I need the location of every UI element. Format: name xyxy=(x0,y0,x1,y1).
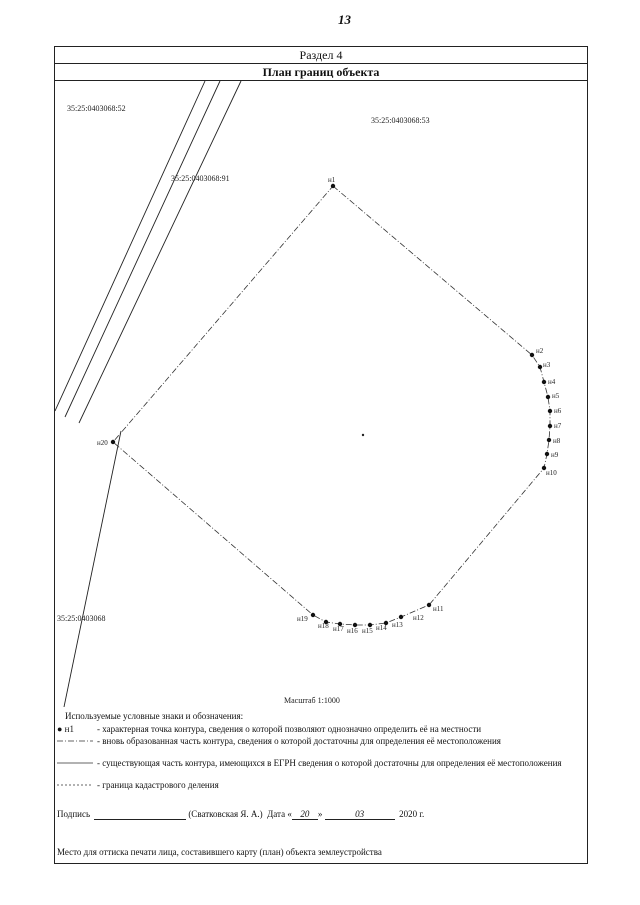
label-n11: н11 xyxy=(433,605,444,613)
quarter-label: 35:25:0403068 xyxy=(57,614,106,623)
label-n14: н14 xyxy=(376,624,387,632)
road-line-2 xyxy=(65,81,220,417)
label-n1: н1 xyxy=(328,176,336,184)
signatory-name: (Сватковская Я. А.) xyxy=(188,809,263,819)
point-n20 xyxy=(111,440,115,444)
legend-dotted-symbol xyxy=(57,783,93,787)
label-n2: н2 xyxy=(536,347,544,355)
label-n5: н5 xyxy=(552,392,560,400)
boundary-points xyxy=(111,184,552,627)
point-n6 xyxy=(548,409,552,413)
legend-item-text: - вновь образованная часть контура, сведения о которой достаточны для определения её местоположения xyxy=(97,736,501,746)
legend-item-text: - существующая часть контура, имеющихся в ЕГРН сведения о которой достаточны для определения её местоположения xyxy=(97,758,562,768)
legend-title: Используемые условные знаки и обозначения: xyxy=(65,711,244,721)
legend-dashdot-symbol xyxy=(57,739,93,743)
date-year: 2020 г. xyxy=(399,809,425,819)
label-n16: н16 xyxy=(347,627,358,635)
point-n12 xyxy=(399,615,403,619)
date-day: 20 xyxy=(292,809,318,820)
center-mark xyxy=(362,434,364,436)
label-n15: н15 xyxy=(362,627,373,635)
point-n4 xyxy=(542,380,546,384)
point-n5 xyxy=(546,395,550,399)
legend-item-text: - граница кадастрового деления xyxy=(97,780,219,790)
scale-label: Масштаб 1:1000 xyxy=(284,696,340,705)
signature-label: Подпись xyxy=(57,809,91,819)
label-n9: н9 xyxy=(551,451,559,459)
legend-item-text: - характерная точка контура, сведения о которой позволяют однозначно определить её на местности xyxy=(97,724,482,734)
parcel-label-91: 35:25:0403068:91 xyxy=(171,174,230,183)
point-n11 xyxy=(427,603,431,607)
label-n3: н3 xyxy=(543,361,551,369)
point-n9 xyxy=(545,452,549,456)
boundary-contour xyxy=(113,186,550,625)
label-n7: н7 xyxy=(554,422,562,430)
point-n3 xyxy=(538,365,542,369)
signature-field xyxy=(94,809,186,820)
plan-title: План границ объекта xyxy=(55,64,587,81)
road-line-4 xyxy=(64,431,121,707)
legend-solid-symbol xyxy=(57,761,93,765)
point-n1 xyxy=(331,184,335,188)
point-n18 xyxy=(311,613,315,617)
point-n2 xyxy=(530,353,534,357)
legend-point-symbol: ● н1 xyxy=(57,724,75,734)
label-n19: н19 xyxy=(297,615,308,623)
page-number: 13 xyxy=(338,12,351,27)
point-n7 xyxy=(548,424,552,428)
point-n8 xyxy=(547,438,551,442)
signature-line: Подпись (Сватковская Я. А.) Дата « 20 » 03 2020 г. xyxy=(57,809,425,819)
parcel-label-52: 35:25:0403068:52 xyxy=(67,104,126,113)
document-frame xyxy=(54,46,588,864)
label-n12: н12 xyxy=(413,614,424,622)
label-n6: н6 xyxy=(554,407,562,415)
label-n18: н18 xyxy=(318,622,329,630)
label-n10: н10 xyxy=(546,469,557,477)
section-header: Раздел 4 xyxy=(55,47,587,64)
boundary-plan-drawing xyxy=(55,47,587,707)
stamp-place: Место для оттиска печати лица, составившего карту (план) объекта землеустройства xyxy=(57,847,382,857)
date-label: Дата xyxy=(267,809,286,819)
label-n13: н13 xyxy=(392,621,403,629)
label-n17: н17 xyxy=(333,625,344,633)
road-line-3 xyxy=(79,81,241,423)
parcel-label-53: 35:25:0403068:53 xyxy=(371,116,430,125)
date-month: 03 xyxy=(325,809,395,820)
label-n4: н4 xyxy=(548,378,556,386)
label-n8: н8 xyxy=(553,437,561,445)
label-n20: н20 xyxy=(97,439,108,447)
